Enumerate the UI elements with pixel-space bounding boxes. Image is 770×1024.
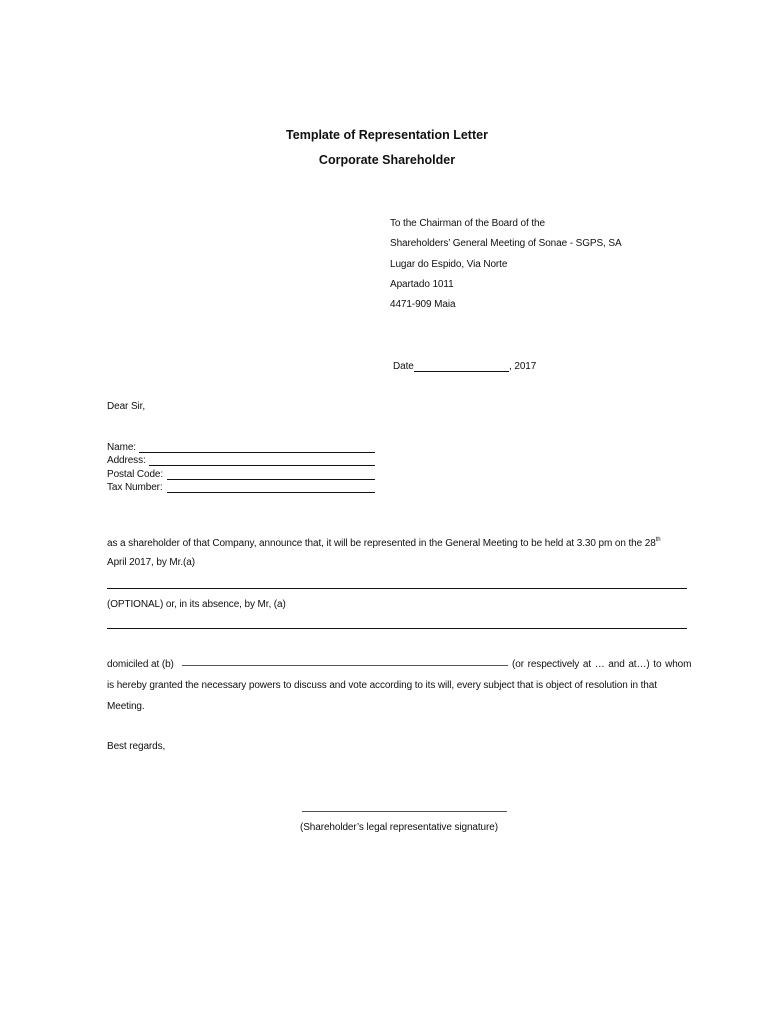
optional-representative-field-line[interactable] [107, 628, 687, 629]
body-paragraph-2-line-3: Meeting. [107, 701, 145, 712]
recipient-line-1: To the Chairman of the Board of the [390, 218, 545, 229]
date-field-line[interactable] [414, 371, 509, 372]
postal-code-label: Postal Code: [107, 469, 164, 480]
document-title: Template of Representation Letter [286, 128, 488, 142]
date-year: , 2017 [509, 361, 537, 372]
recipient-line-5: 4471-909 Maia [390, 299, 456, 310]
optional-representative-text: (OPTIONAL) or, in its absence, by Mr, (a) [107, 599, 286, 610]
recipient-line-3: Lugar do Espido, Via Norte [390, 259, 508, 270]
recipient-line-4: Apartado 1011 [390, 279, 454, 290]
domiciled-continuation: (or respectively at … and at…) to whom [512, 659, 692, 670]
document-subtitle: Corporate Shareholder [318, 153, 456, 167]
signature-caption: (Shareholder’s legal representative signature) [300, 822, 498, 833]
domiciled-field-line[interactable] [182, 665, 508, 666]
recipient-line-2: Shareholders’ General Meeting of Sonae - SGPS, SA [390, 238, 622, 249]
postal-code-field-line[interactable] [167, 479, 375, 480]
tax-number-field-line[interactable] [167, 492, 375, 493]
representative-field-line[interactable] [107, 588, 687, 589]
domiciled-label: domiciled at (b) [107, 659, 174, 670]
signature-line[interactable] [302, 811, 507, 812]
name-label: Name: [107, 442, 136, 453]
address-label: Address: [107, 455, 146, 466]
body-paragraph-2-line-2: is hereby granted the necessary powers to discuss and vote according to its will, every subject that is object of resolution in that [107, 680, 657, 691]
address-field-line[interactable] [149, 465, 375, 466]
salutation: Dear Sir, [107, 401, 146, 412]
body-paragraph-1-text: as a shareholder of that Company, announce that, it will be represented in the General Meeting to be held at 3.30 pm on the 28 [107, 538, 656, 549]
closing: Best regards, [107, 741, 166, 752]
tax-number-label: Tax Number: [107, 482, 163, 493]
body-paragraph-1-line-1 [107, 537, 661, 549]
ordinal-suffix: th [655, 537, 661, 543]
date-label: Date [393, 361, 414, 372]
name-field-line[interactable] [139, 452, 375, 453]
body-paragraph-1-line-2: April 2017, by Mr.(a) [107, 557, 195, 568]
